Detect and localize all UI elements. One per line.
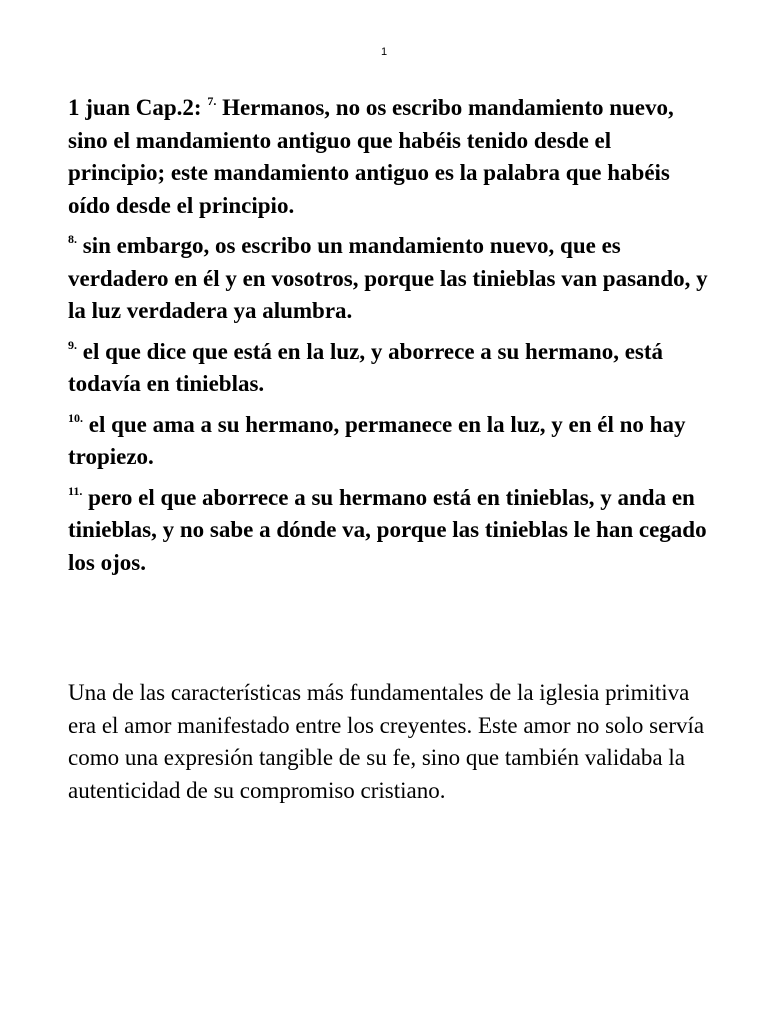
verse-number: 9.: [68, 337, 77, 352]
verse-number: 10.: [68, 410, 83, 425]
verse-10: [68, 409, 708, 474]
verse-text: el que dice que está en la luz, y aborrece a su hermano, está todavía en tinieblas.: [68, 338, 664, 396]
verse-text: pero el que aborrece a su hermano está en tinieblas, y anda en tinieblas, y no sabe a dónde va, porque las tinieblas le han cegado los ojos.: [68, 484, 707, 575]
verse-8: [68, 230, 708, 328]
commentary-paragraph: Una de las características más fundamentales de la iglesia primitiva era el amor manifestado entre los creyentes. Este amor no solo servía como una expresión tangible de su fe, sino que también validaba la autenticidad de su compromiso cristiano.: [68, 680, 705, 803]
page-number: 1: [380, 46, 388, 58]
scripture-reference: 1 juan Cap.2:: [68, 95, 202, 120]
verse-text: Hermanos, no os escribo mandamiento nuevo, sino el mandamiento antiguo que habéis tenido desde el principio; este mandamiento antiguo es la palabra que habéis oído desde el principio.: [68, 95, 674, 218]
verse-9: [68, 336, 708, 401]
verse-number: 8.: [68, 232, 77, 246]
verse-11: [68, 482, 708, 580]
verse-number: 7.: [207, 94, 217, 108]
verse-text: el que ama a su hermano, permanece en la luz, y en él no hay tropiezo.: [68, 411, 686, 469]
verse-number: 11.: [68, 483, 83, 498]
verse-7: [68, 92, 708, 222]
verse-text: sin embargo, os escribo un mandamiento nuevo, que es verdadero en él y en vosotros, porque las tinieblas van pasando, y la luz verdadera ya alumbra.: [68, 233, 708, 323]
scripture-passage: [68, 92, 708, 587]
